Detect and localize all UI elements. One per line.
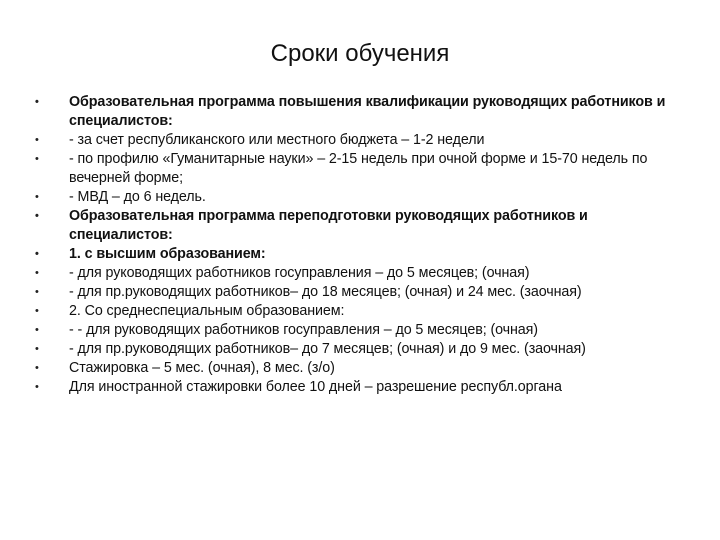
bullet-dot-icon: • — [35, 267, 39, 279]
bullet-dot-icon: • — [35, 286, 39, 298]
bullet-item — [35, 302, 690, 321]
slide-title: Сроки обучения — [270, 40, 450, 67]
bullet-item — [35, 321, 690, 340]
bullet-text: Для иностранной стажировки более 10 дней – разрешение республ.органа — [69, 379, 562, 395]
bullet-item — [35, 207, 690, 245]
bullet-text: Образовательная программа переподготовки руководящих работников и специалистов: — [69, 208, 588, 243]
bullet-dot-icon: • — [35, 96, 39, 108]
bullet-dot-icon: • — [35, 343, 39, 355]
bullet-dot-icon: • — [35, 362, 39, 374]
bullet-text: - МВД – до 6 недель. — [69, 189, 206, 205]
bullet-text: Стажировка – 5 мес. (очная), 8 мес. (з/о) — [69, 360, 335, 376]
bullet-dot-icon: • — [35, 191, 39, 203]
bullet-list — [35, 93, 690, 397]
bullet-text: Образовательная программа повышения квалификации руководящих работников и специалистов: — [69, 94, 666, 129]
bullet-item — [35, 188, 690, 207]
bullet-dot-icon: • — [35, 210, 39, 222]
bullet-item — [35, 264, 690, 283]
bullet-text: - для руководящих работников госуправления – до 5 месяцев; (очная) — [69, 265, 530, 281]
bullet-item — [35, 150, 690, 188]
bullet-text: - - для руководящих работников госуправления – до 5 месяцев; (очная) — [69, 322, 538, 338]
bullet-item — [35, 340, 690, 359]
bullet-item — [35, 378, 690, 397]
bullet-dot-icon: • — [35, 324, 39, 336]
bullet-dot-icon: • — [35, 381, 39, 393]
bullet-item — [35, 283, 690, 302]
bullet-text: - по профилю «Гуманитарные науки» – 2-15 недель при очной форме и 15-70 недель по вечерней форме; — [69, 151, 648, 186]
bullet-item — [35, 93, 690, 131]
bullet-item — [35, 359, 690, 378]
bullet-item — [35, 131, 690, 150]
bullet-dot-icon: • — [35, 248, 39, 260]
bullet-text: - для пр.руководящих работников– до 7 месяцев; (очная) и до 9 мес. (заочная) — [69, 341, 586, 357]
bullet-text: 1. с высшим образованием: — [69, 246, 266, 262]
bullet-dot-icon: • — [35, 305, 39, 317]
bullet-dot-icon: • — [35, 153, 39, 165]
bullet-text: - для пр.руководящих работников– до 18 месяцев; (очная) и 24 мес. (заочная) — [69, 284, 582, 300]
bullet-text: 2. Со среднеспециальным образованием: — [69, 303, 345, 319]
bullet-text: - за счет республиканского или местного бюджета – 1-2 недели — [69, 132, 485, 148]
bullet-dot-icon: • — [35, 134, 39, 146]
bullet-item — [35, 245, 690, 264]
